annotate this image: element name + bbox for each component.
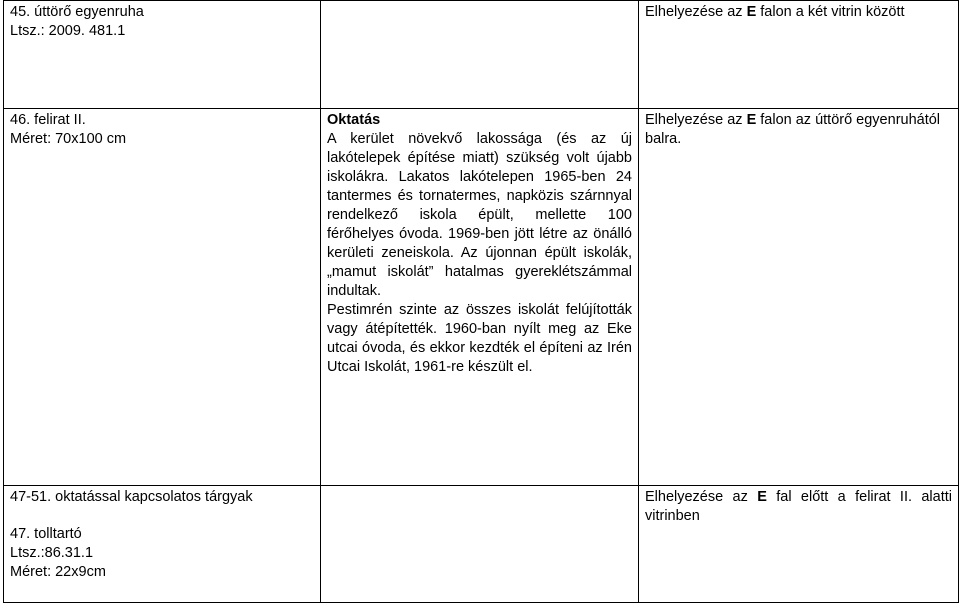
catalog-table xyxy=(3,0,959,603)
item-47-cell xyxy=(4,486,321,603)
item-47-description-cell xyxy=(321,486,639,603)
table-row xyxy=(4,486,959,603)
item-45-title: 45. úttörő egyenruha xyxy=(10,4,144,20)
item-47-size: Méret: 22x9cm xyxy=(10,564,106,580)
item-45-location-cell: Elhelyezése az E falon a két vitrin között xyxy=(639,1,959,109)
item-46-size: Méret: 70x100 cm xyxy=(10,131,127,147)
wall-letter: E xyxy=(746,112,757,128)
item-46-description-cell xyxy=(321,109,639,486)
wall-letter: E xyxy=(757,489,767,505)
item-45-description-cell xyxy=(321,1,639,109)
item-47-inventory: Ltsz.:86.31.1 xyxy=(10,545,94,561)
item-46-title: 46. felirat II. xyxy=(10,112,86,128)
item-46-location-cell: Elhelyezése az E falon az úttörő egyenruhától balra. xyxy=(639,109,959,486)
table-row xyxy=(4,1,959,109)
item-46-cell xyxy=(4,109,321,486)
item-47-title: 47. tolltartó xyxy=(10,526,82,542)
section-title: Oktatás xyxy=(327,112,381,128)
items-47-51-heading: 47-51. oktatással kapcsolatos tárgyak xyxy=(10,489,253,505)
description-paragraph-1: A kerület növekvő lakossága (és az új lakótelepek építése miatt) szükség volt újabb iskolákra. Lakatos lakótelepen 1965-ben 24 tantermes és tornatermes, napközis szárnnyal rendelkező iskola épült, mellette 100 férőhelyes óvoda. 1969-ben jött létre az önálló kerületi zeneiskola. Az újonnan épült iskolák, „mamut iskolát” hatalmas gyereklétszámmal indultak. xyxy=(327,131,632,299)
wall-letter: E xyxy=(746,4,757,20)
description-paragraph-2: Pestimrén szinte az összes iskolát felújították vagy átépítették. 1960-ban nyílt meg az Eke utcai óvoda, és ekkor kezdték el építeni az Irén Utcai Iskolát, 1961-re készült el. xyxy=(327,302,632,375)
item-47-location-cell: Elhelyezése az E fal előtt a felirat II. alatti vitrinben xyxy=(639,486,959,603)
table-row xyxy=(4,109,959,486)
item-45-inventory: Ltsz.: 2009. 481.1 xyxy=(10,23,126,39)
item-45-cell xyxy=(4,1,321,109)
